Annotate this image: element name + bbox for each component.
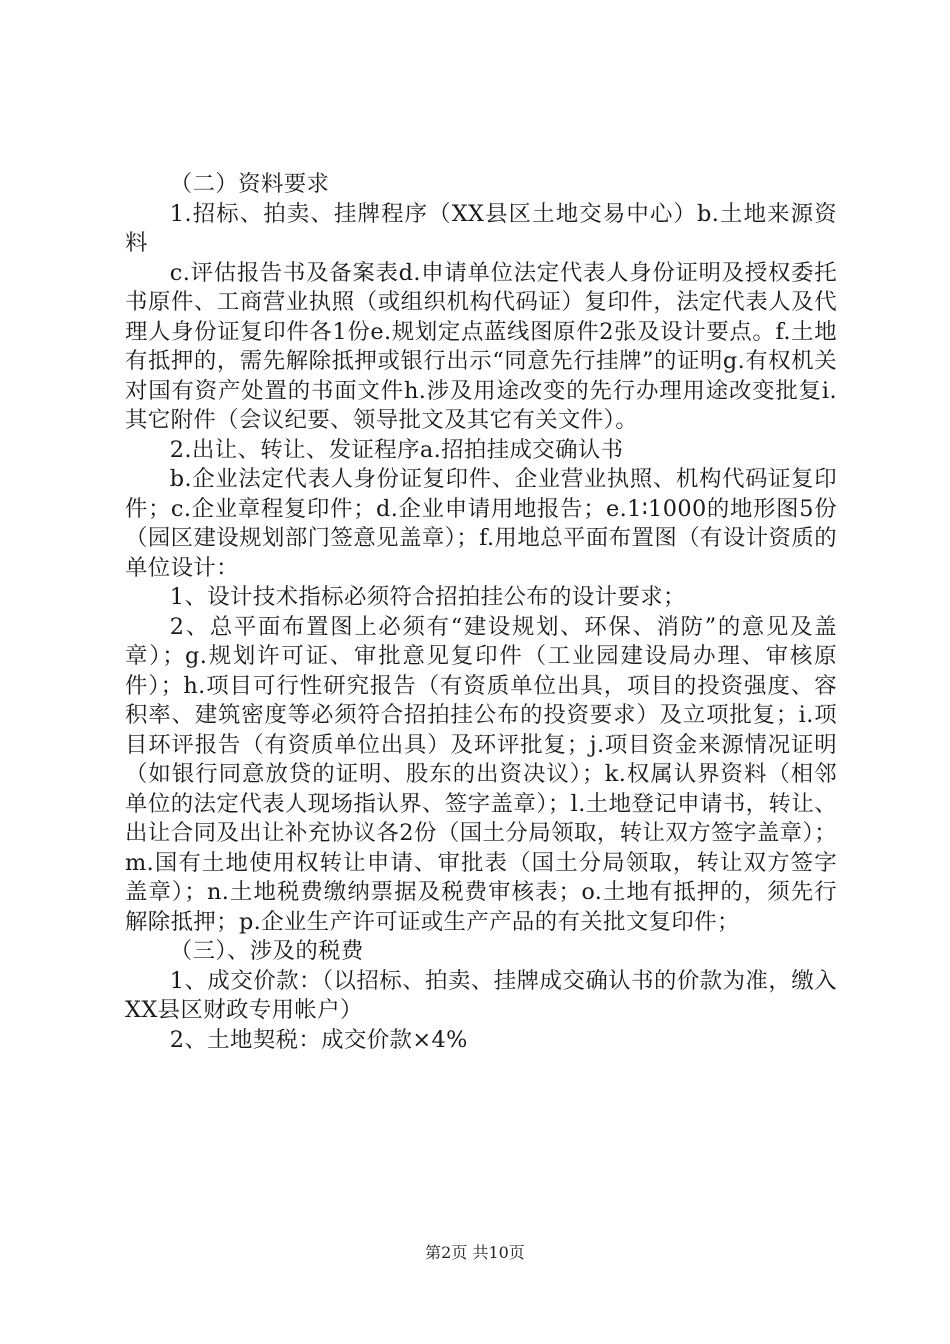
paragraph-deed-tax: 2、土地契税：成交价款×4% <box>169 1026 468 1053</box>
paragraph-layout-and-approvals: 2、总平面布置图上必须有“建设规划、环保、消防”的意见及盖章）；g.规划许可证、审批意见复印件（工业园建设局办理、审核原件）；h.项目可行性研究报告（有资质单位出具，项目的投资强度、容积率、建筑密度等必须符合招拍挂公布的投资要求）及立项批复；i.项目环评报告（有资质单位出具）及环评批复；j.项目资金来源情况证明（如银行同意放贷的证明、股东的出资决议）；k.权属认界资料（相邻单位的法定代表人现场指认界、签字盖章）；l.土地登记申请书，转让、出让合同及出让补充协议各2份（国土分局领取，转让双方签字盖章）；m.国有土地使用权转让申请、审批表（国土分局领取，转让双方签字盖章）；n.土地税费缴纳票据及税费审核表；o.土地有抵押的，须先行解除抵押；p.企业生产许可证或生产产品的有关批文复印件； <box>125 613 837 935</box>
paragraph-required-documents: c.评估报告书及备案表d.申请单位法定代表人身份证明及授权委托书原件、工商营业执照（或组织机构代码证）复印件，法定代表人及代理人身份证复印件各1份e.规划定点蓝线图原件2张及设计要点。f.土地有抵押的，需先解除抵押或银行出示“同意先行挂牌”的证明g.有权机关对国有资产处置的书面文件h.涉及用途改变的先行办理用途改变批复i.其它附件（会议纪要、领导批文及其它有关文件）。 <box>125 259 837 433</box>
section-heading-materials: （二）资料要求 <box>169 171 330 197</box>
document-body <box>125 170 837 1055</box>
paragraph-transaction-price: 1、成交价款：（以招标、拍卖、挂牌成交确认书的价款为准，缴入XX县区财政专用帐户） <box>125 967 837 1023</box>
paragraph-tender-procedure: 1.招标、拍卖、挂牌程序（XX县区土地交易中心）b.土地来源资料 <box>125 200 837 256</box>
paragraph-design-indicators: 1、设计技术指标必须符合招拍挂公布的设计要求； <box>169 584 686 610</box>
paragraph-enterprise-documents: b.企业法定代表人身份证复印件、企业营业执照、机构代码证复印件；c.企业章程复印件；d.企业申请用地报告；e.1∶1000的地形图5份（园区建设规划部门签意见盖章）；f.用地总平面布置图（有设计资质的单位设计： <box>125 466 837 581</box>
page-number: 第2页 共10页 <box>425 1243 525 1262</box>
section-heading-taxes: （三）、涉及的税费 <box>169 938 364 964</box>
paragraph-transfer-procedure: 2.出让、转让、发证程序a.招拍挂成交确认书 <box>169 436 624 463</box>
